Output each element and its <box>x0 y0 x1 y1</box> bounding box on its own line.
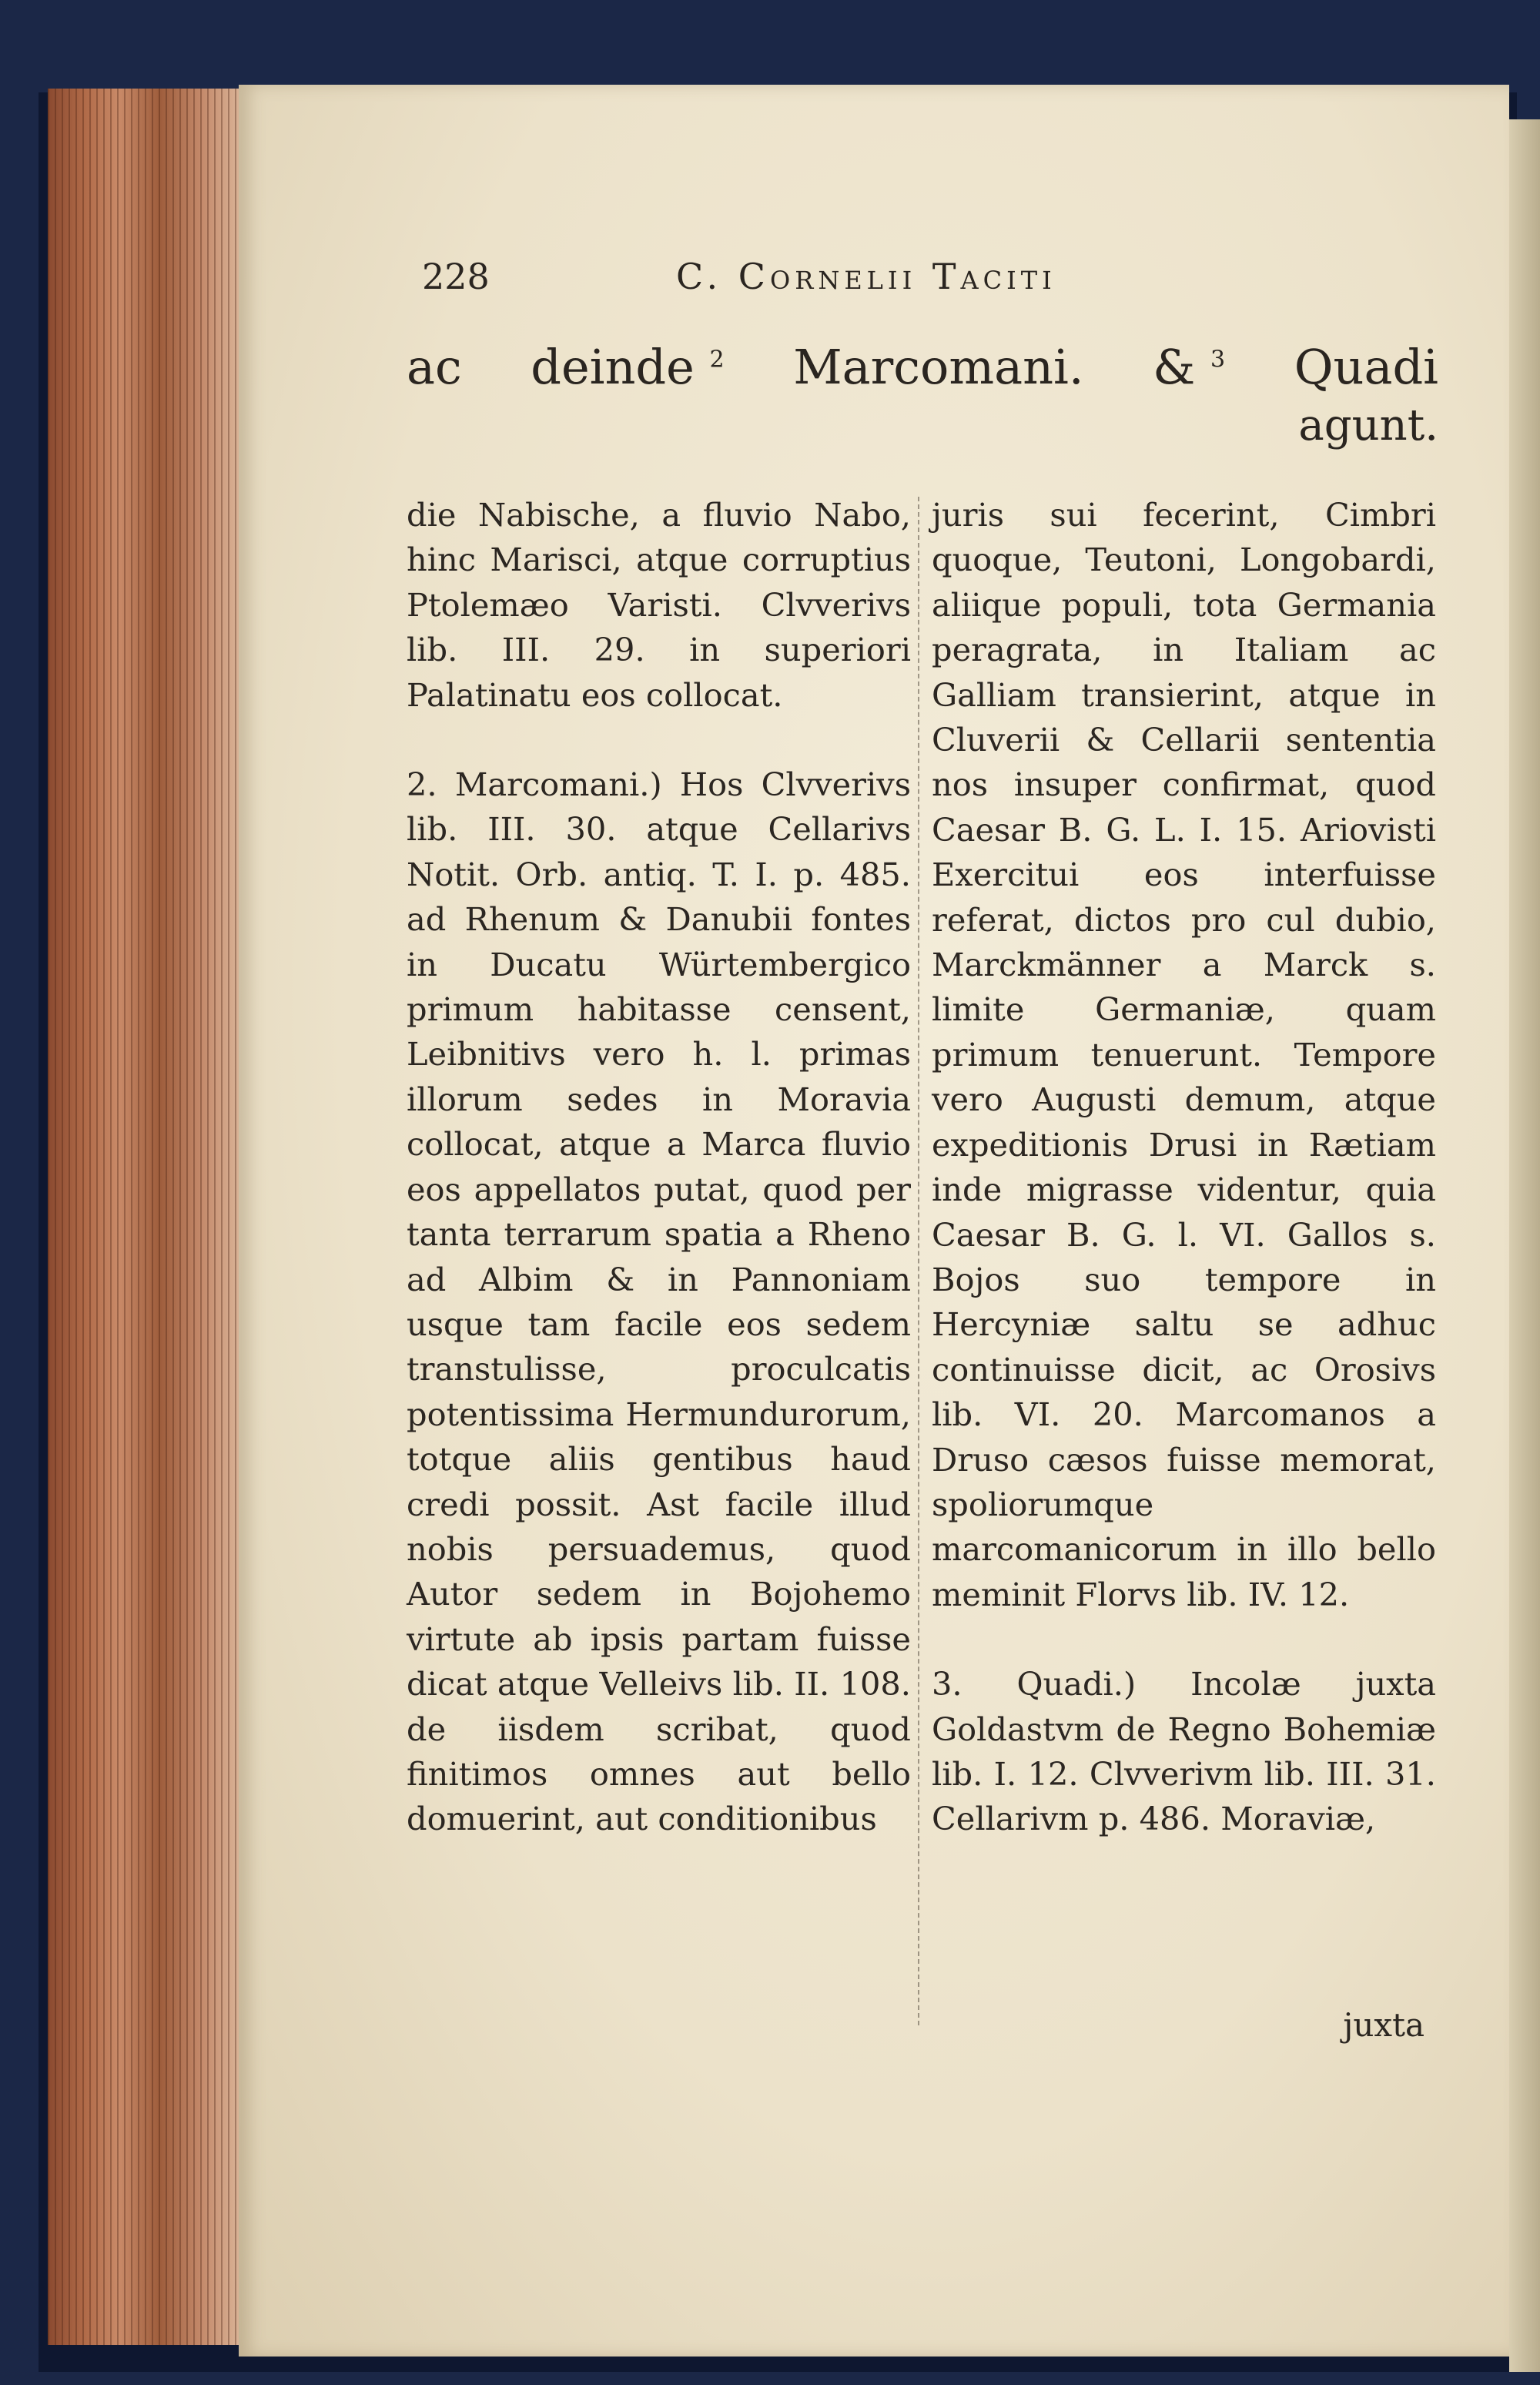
main-word: ac <box>407 339 462 395</box>
note-paragraph: 2. Marcomani.) Hos Clvverivs lib. III. 30. atque Cellarivs Notit. Orb. antiq. T. I. p. 485. ad Rhenum & Danubii fontes in Ducatu Würtembergico primum habitasse censent, Leibnitivs vero h. l. primas illorum sedes in Moravia collocat, atque a Marca fluvio eos appellatos putat, quod per tanta terrarum spatia a Rheno ad Albim & in Pannoniam usque tam facile eos sedem transtulisse, proculcatis potentissima Hermundurorum, totque aliis gentibus haud credi possit. Ast facile illud nobis persuademus, quod Autor sedem in Bojohemo virtute ab ipsis partam fuisse dicat atque Velleivs lib. II. 108. de iisdem scribat, quod finitimos omnes aut bello domuerint, aut conditionibus <box>407 765 911 1838</box>
note-paragraph: die Nabische, a fluvio Nabo, hinc Marisci, atque corruptius Ptolemæo Varisti. Clvverivs lib. III. 29. in superiori Palatinatu eos collocat. <box>407 496 911 714</box>
footnote-ref: 3 <box>1210 346 1226 373</box>
notes-left-column <box>407 493 911 1842</box>
column-divider <box>918 497 919 2025</box>
main-text-line: agunt. <box>1298 400 1438 451</box>
main-word: Marcomani. <box>793 339 1084 395</box>
main-word: Quadi <box>1294 339 1438 395</box>
facing-page-edge <box>1509 119 1540 2372</box>
catchword: juxta <box>1343 2006 1424 2044</box>
page-number: 228 <box>422 256 490 297</box>
note-paragraph: 3. Quadi.) Incolæ juxta Goldastvm de Regno Bohemiæ lib. I. 12. Clvverivm lib. III. 31. Cellarivm p. 486. Moraviæ, <box>932 1665 1436 1838</box>
page-edges <box>48 89 252 2345</box>
footnote-ref: 2 <box>709 346 725 373</box>
note-paragraph: juris sui fecerint, Cimbri quoque, Teutoni, Longobardi, aliique populi, tota Germania peragrata, in Italiam ac Galliam transierint, atque in Cluverii & Cellarii sententia nos insuper confirmat, quod Caesar B. G. L. I. 15. Ariovisti Exercitui eos interfuisse referat, dictos pro cul dubio, Marckmänner a Marck s. limite Germaniæ, quam primum tenuerunt. Tempore vero Augusti demum, atque expeditionis Drusi in Rætiam inde migrasse videntur, quia Caesar B. G. l. VI. Gallos s. Bojos suo tempore in Hercyniæ saltu se adhuc continuisse dicit, ac Orosivs lib. VI. 20. Marcomanos a Druso cæsos fuisse memorat, spoliorumque marcomanicorum in illo bello meminit Florvs lib. IV. 12. <box>932 496 1436 1613</box>
main-word: deinde $^2$ <box>531 339 725 395</box>
main-word: & $^3$ <box>1153 339 1226 395</box>
running-title: C. Cornelii Taciti <box>676 256 1056 297</box>
main-text-line <box>407 339 1438 395</box>
running-header <box>422 256 1423 302</box>
notes-right-column <box>932 493 1436 1842</box>
